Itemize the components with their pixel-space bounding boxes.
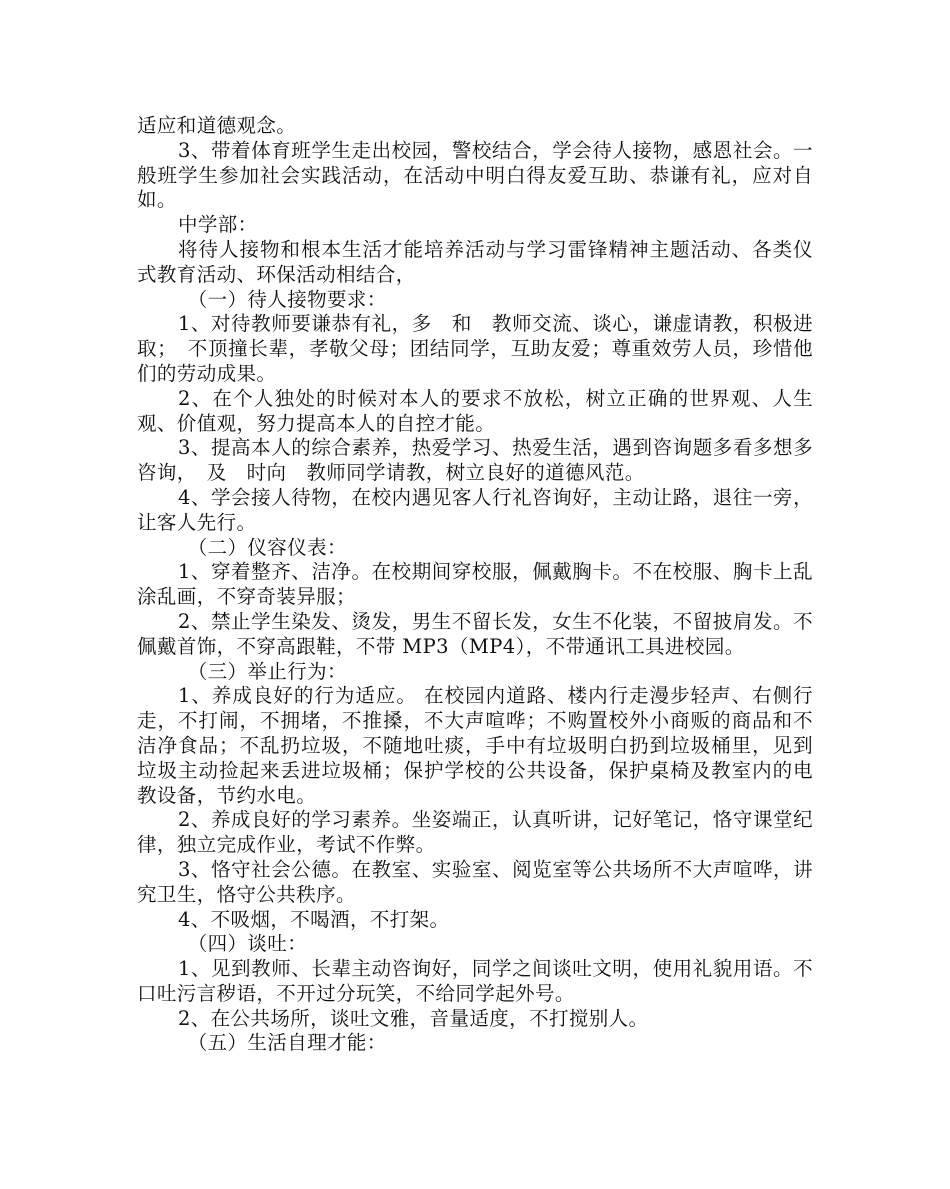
- paragraph: 1、养成良好的行为适应。 在校园内道路、楼内行走漫步轻声、右侧行走，不打闹，不拥堵，不推搡，不大声喧哗；不购置校外小商贩的商品和不洁净食品；不乱扔垃圾，不随地吐痰，手中有垃圾明白扔到垃圾桶里，见到垃圾主动捡起来丢进垃圾桶；保护学校的公共设备，保护桌椅及教室内的电教设备，节约水电。: [137, 684, 813, 807]
- paragraph: 1、对待教师要谦恭有礼，多 和 教师交流、谈心，谦虚请教，积极进取； 不顶撞长辈，孝敬父母；团结同学，互助友爱；尊重效劳人员，珍惜他们的劳动成果。: [137, 312, 813, 385]
- document-body: [137, 114, 813, 1056]
- section-heading: （一）待人接物要求：: [187, 287, 387, 311]
- paragraph: 3、带着体育班学生走出校园，警校结合，学会待人接物，感恩社会。一般班学生参加社会实践活动，在活动中明白得友爱互助、恭谦有礼，应对自如。: [137, 138, 813, 212]
- paragraph: 2、在公共场所，谈吐文雅，音量适度，不打搅别人。: [177, 1006, 649, 1030]
- paragraph: 2、禁止学生染发、烫发，男生不留长发，女生不化装，不留披肩发。不佩戴首饰，不穿高跟鞋，不带 MP3（MP4），不带通讯工具进校园。: [137, 609, 813, 658]
- paragraph: 3、恪守社会公德。在教室、实验室、阅览室等公共场所不大声喧哗，讲究卫生，恪守公共秩序。: [137, 857, 813, 906]
- paragraph: 2、养成良好的学习素养。坐姿端正，认真听讲，记好笔记，恪守课堂纪律，独立完成作业，考试不作弊。: [137, 808, 813, 857]
- section-heading: （二）仪容仪表：: [187, 535, 347, 559]
- paragraph: 3、提高本人的综合素养，热爱学习、热爱生活，遇到咨询题多看多想多咨询， 及 时向 教师同学请教，树立良好的道德风范。: [137, 436, 813, 485]
- section-heading: （四）谈吐：: [187, 932, 308, 956]
- paragraph: 2、在个人独处的时候对本人的要求不放松，树立正确的世界观、人生观、价值观，努力提高本人的自控才能。: [137, 386, 813, 435]
- paragraph: 1、见到教师、长辈主动咨询好，同学之间谈吐文明，使用礼貌用语。不口吐污言秽语，不开过分玩笑，不给同学起外号。: [137, 957, 813, 1005]
- paragraph: 适应和道德观念。: [137, 114, 297, 137]
- paragraph: 将待人接物和根本生活才能培养活动与学习雷锋精神主题活动、各类仪式教育活动、环保活动相结合，: [137, 237, 813, 286]
- section-heading: （三）举止行为：: [187, 659, 347, 683]
- paragraph: 4、学会接人待物，在校内遇见客人行礼咨询好，主动让路，退往一旁，让客人先行。: [137, 485, 813, 534]
- paragraph: 4、不吸烟，不喝酒，不打架。: [177, 907, 450, 931]
- paragraph: 1、穿着整齐、洁净。在校期间穿校服，佩戴胸卡。不在校服、胸卡上乱涂乱画，不穿奇装异服；: [137, 560, 813, 609]
- section-heading: （五）生活自理才能：: [187, 1031, 387, 1055]
- section-label: 中学部：: [177, 213, 258, 237]
